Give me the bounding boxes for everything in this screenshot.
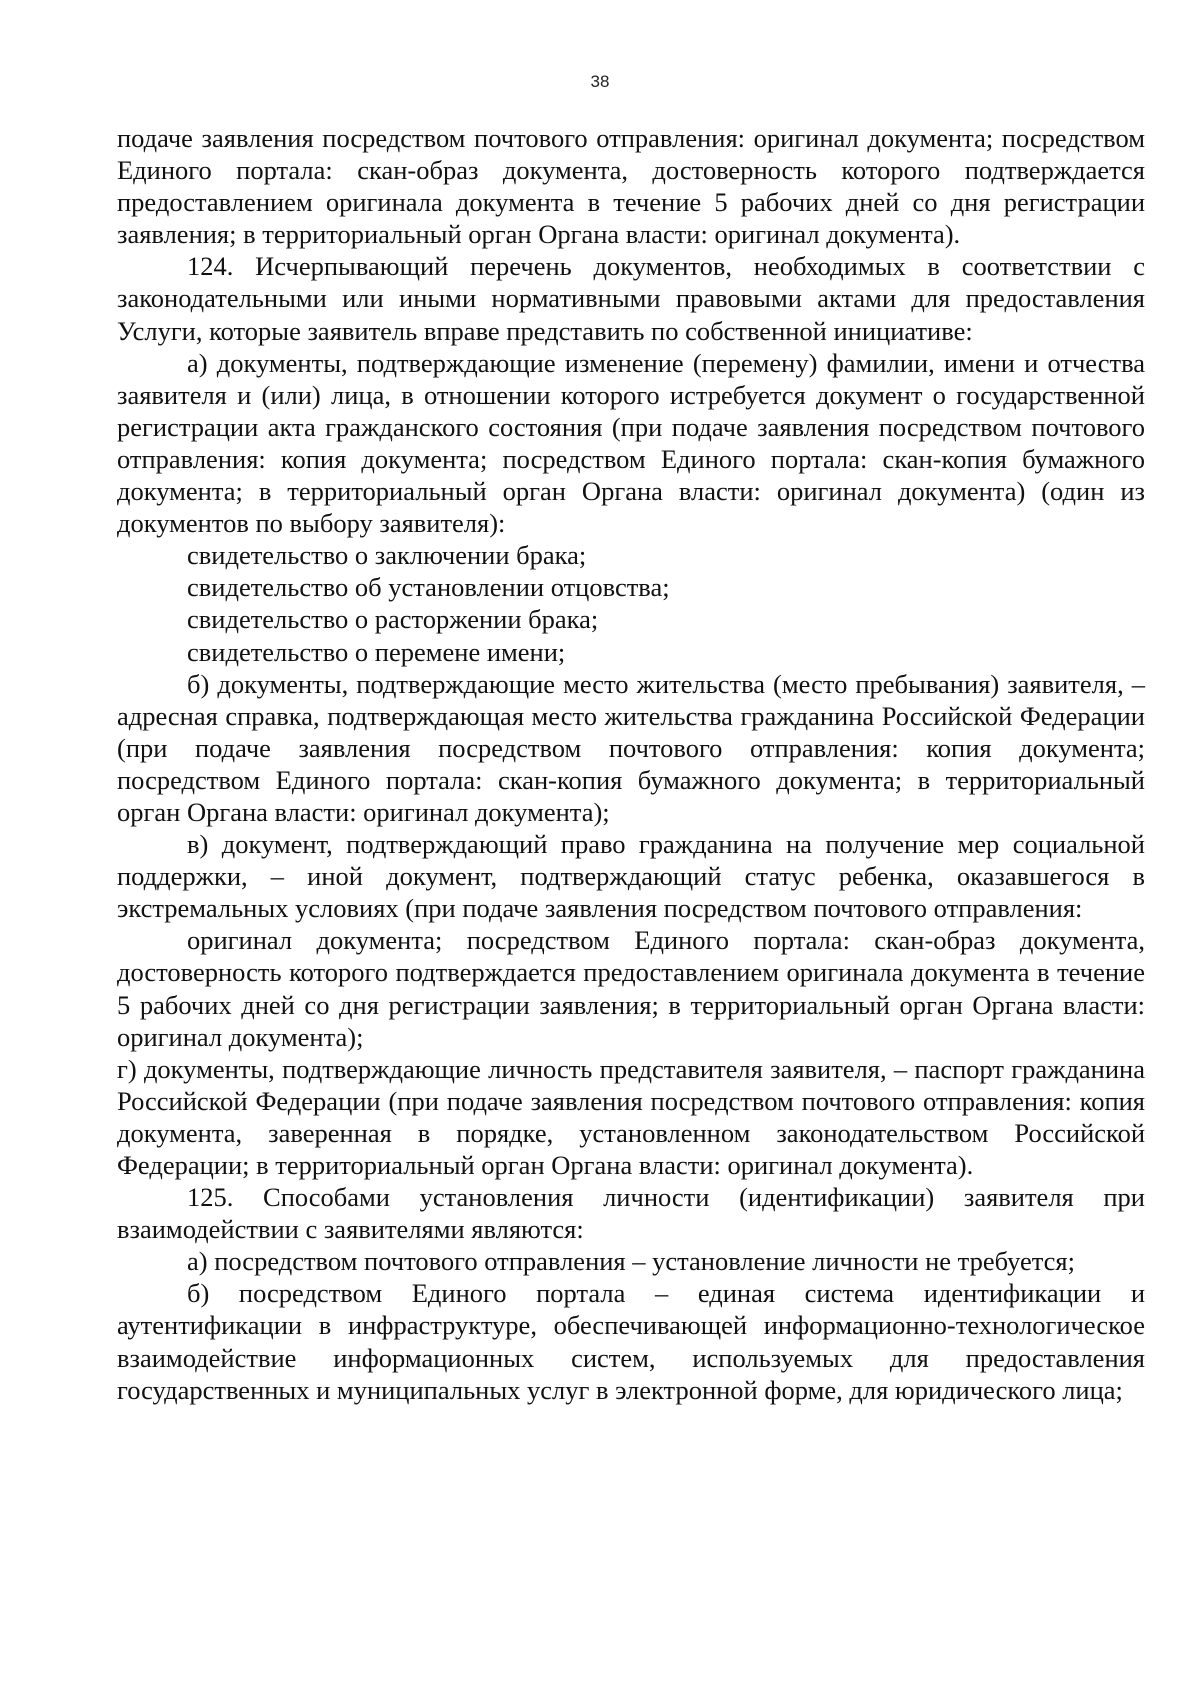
list-item: свидетельство о расторжении брака; xyxy=(187,604,599,635)
list-item: свидетельство о перемене имени; xyxy=(187,636,566,667)
paragraph-125-b: б) посредством Единого портала – единая система идентификации и аутентификации в инфраструктуре, обеспечивающей информационно-технологическое взаимодействие информационных систем, используемых для предоставления государственных и муниципальных услуг в электронной форме, для юридического лица; xyxy=(117,1278,1145,1405)
paragraph-125: 125. Способами установления личности (идентификации) заявителя при взаимодействии с заявителями являются: xyxy=(117,1182,1145,1245)
list-item: свидетельство об установлении отцовства; xyxy=(187,572,670,603)
paragraph-124-v-continued: оригинал документа; посредством Единого портала: скан-образ документа, достоверность которого подтверждается предоставлением оригинала документа в течение 5 рабочих дней со дня регистрации заявления; в территориальный орган Органа власти: оригинал документа); xyxy=(117,925,1145,1052)
paragraph-continuation: подаче заявления посредством почтового отправления: оригинал документа; посредством Единого портала: скан-образ документа, достоверность которого подтверждается предоставлением оригинала документа в течение 5 рабочих дней со дня регистрации заявления; в территориальный орган Органа власти: оригинал документа). xyxy=(117,123,1145,250)
paragraph-124: 124. Исчерпывающий перечень документов, необходимых в соответствии с законодательными или иными нормативными правовыми актами для предоставления Услуги, которые заявитель вправе представить по собственной инициативе: xyxy=(117,251,1145,346)
paragraph-124-v: в) документ, подтверждающий право гражданина на получение мер социальной поддержки, – иной документ, подтверждающий статус ребенка, оказавшегося в экстремальных условиях (при подаче заявления посредством почтового отправления: xyxy=(117,829,1145,924)
document-body xyxy=(117,122,1145,1406)
page-number: 38 xyxy=(590,72,610,91)
paragraph-124-a: а) документы, подтверждающие изменение (перемену) фамилии, имени и отчества заявителя и (или) лица, в отношении которого истребуется документ о государственной регистрации акта гражданского состояния (при подаче заявления посредством почтового отправления: копия документа; посредством Единого портала: скан-копия бумажного документа; в территориальный орган Органа власти: оригинал документа) (один из документов по выбору заявителя): xyxy=(117,347,1145,539)
list-item: свидетельство о заключении брака; xyxy=(187,540,587,571)
paragraph-124-b: б) документы, подтверждающие место жительства (место пребывания) заявителя, – адресная справка, подтверждающая место жительства гражданина Российской Федерации (при подаче заявления посредством почтового отправления: копия документа; посредством Единого портала: скан-копия бумажного документа; в территориальный орган Органа власти: оригинал документа); xyxy=(117,668,1145,827)
paragraph-124-g: г) документы, подтверждающие личность представителя заявителя, – паспорт гражданина Российской Федерации (при подаче заявления посредством почтового отправления: копия документа, заверенная в порядке, установленном законодательством Российской Федерации; в территориальный орган Органа власти: оригинал документа). xyxy=(117,1053,1145,1180)
paragraph-125-a: а) посредством почтового отправления – установление личности не требуется; xyxy=(187,1246,1075,1277)
